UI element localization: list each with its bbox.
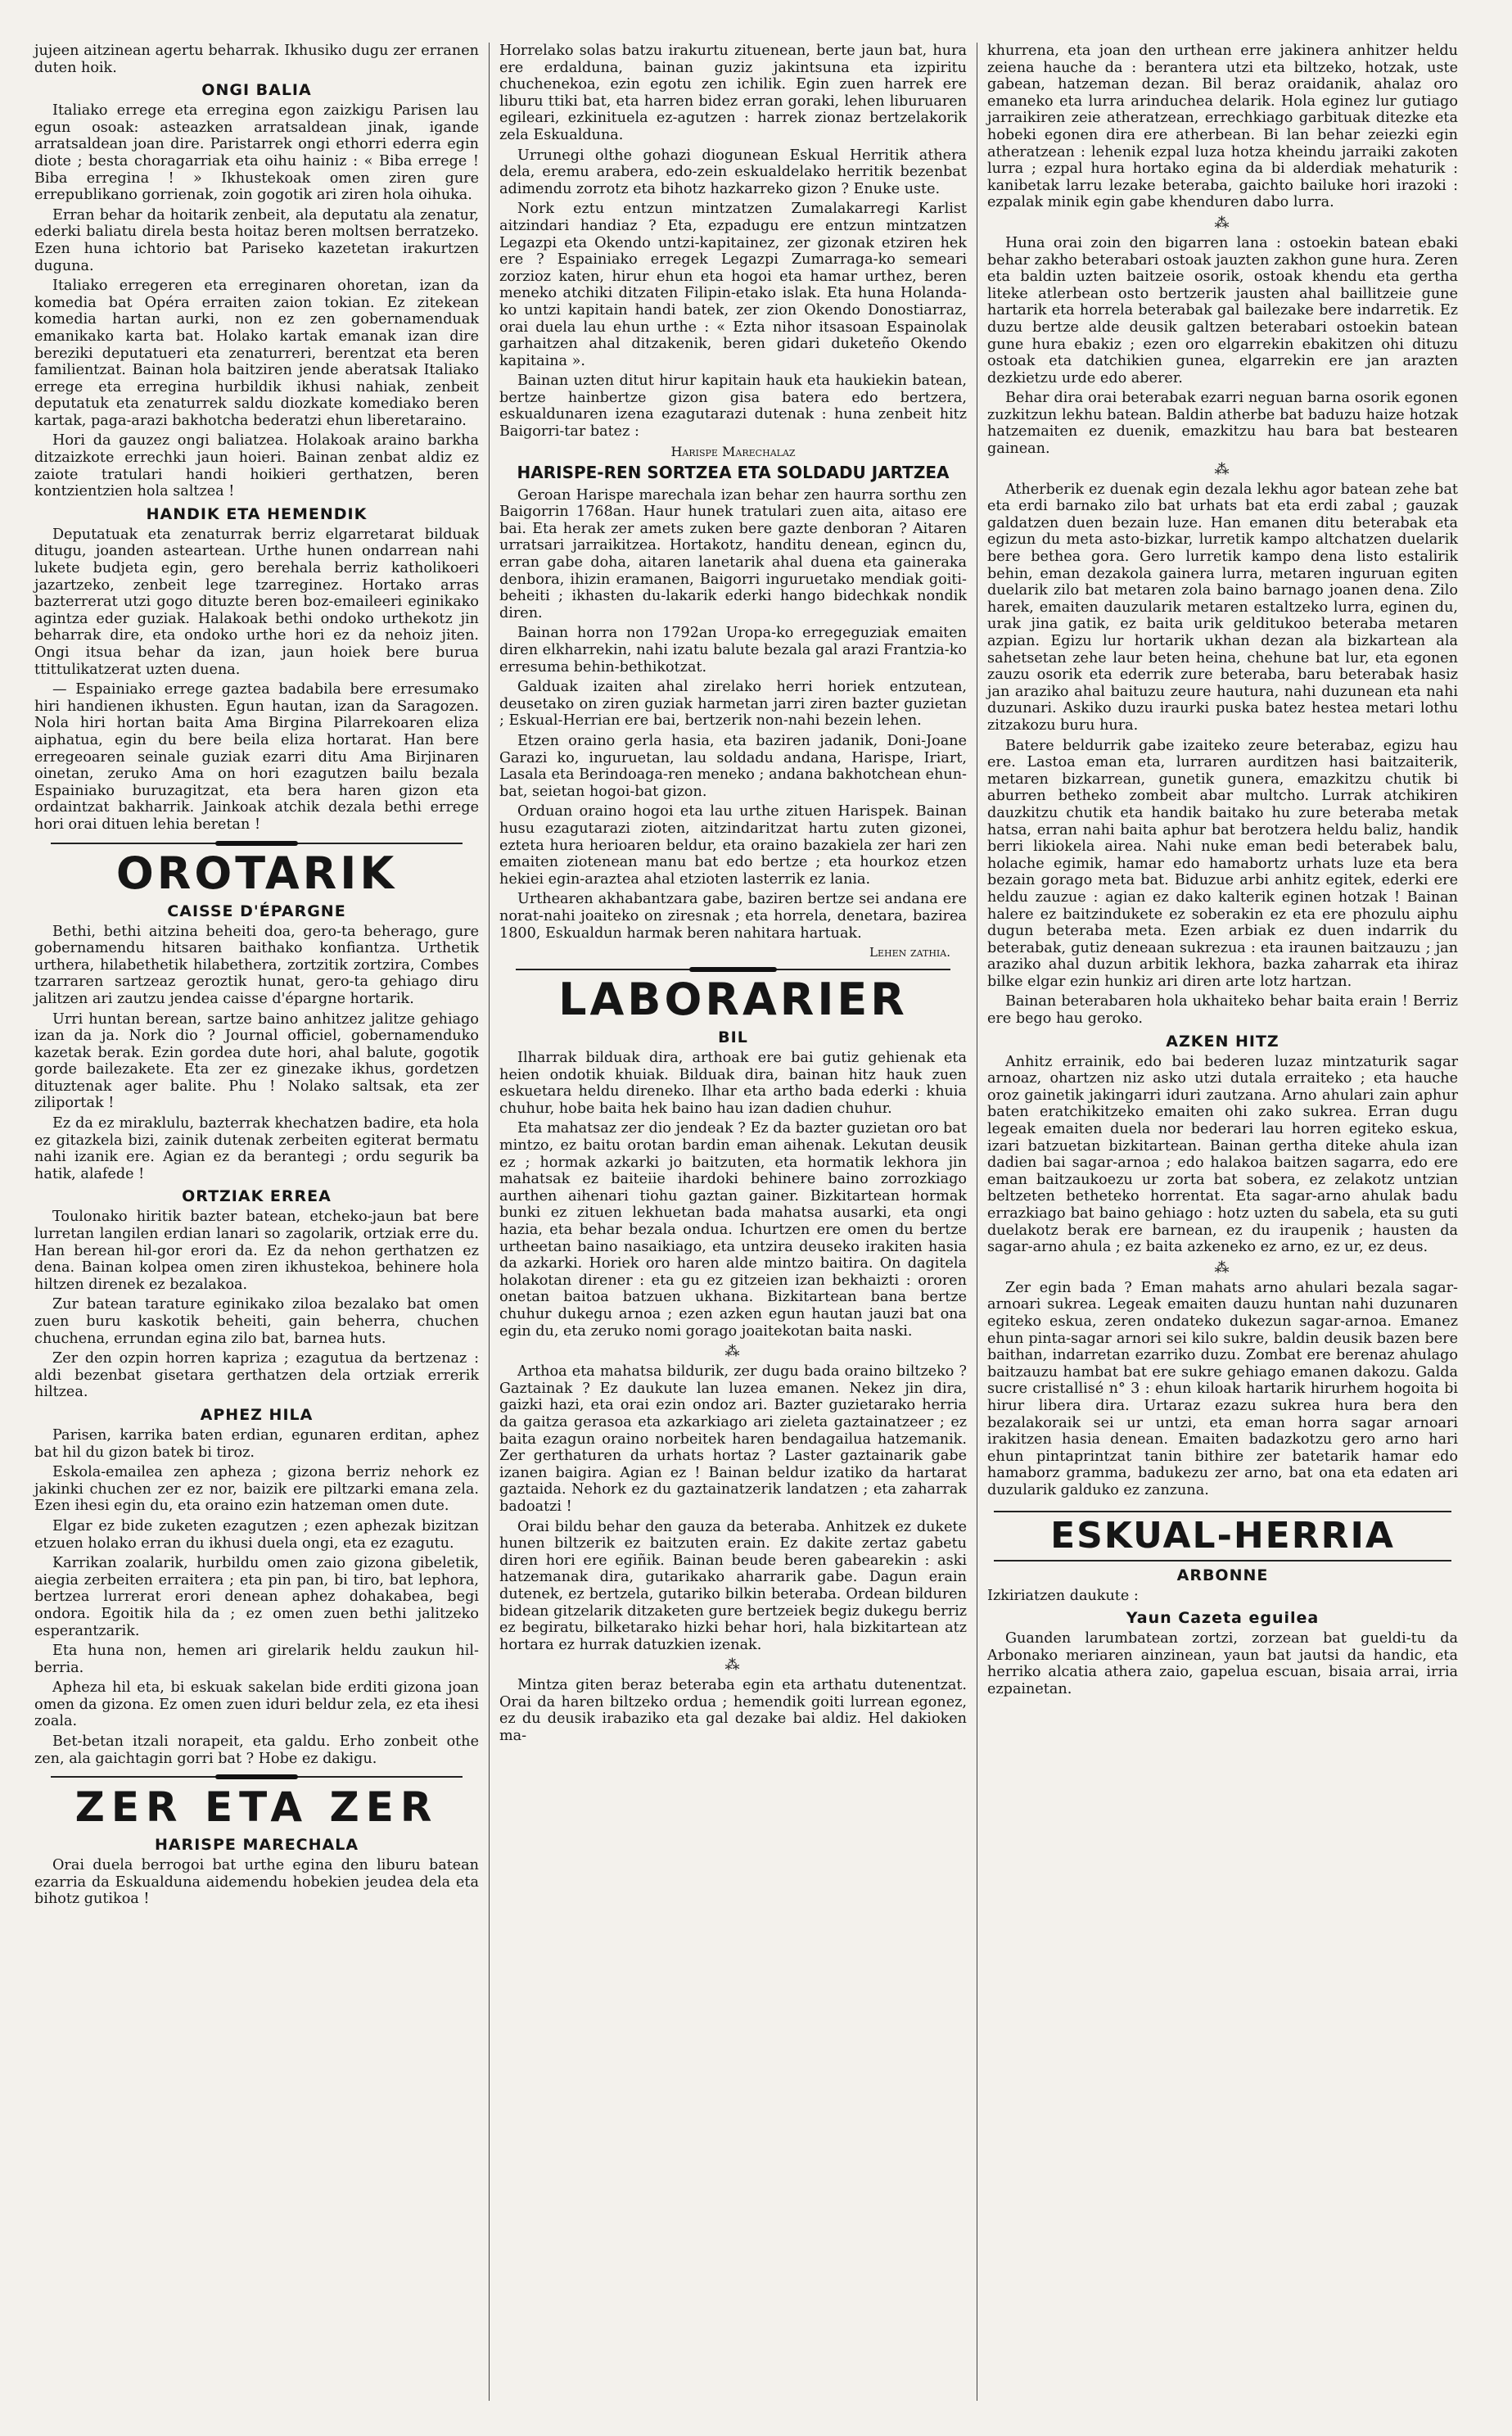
masthead-orotarik: OROTARIK (115, 847, 398, 899)
paragraph: Orai duela berrogoi bat urthe egina den liburu batean ezarria da Eskualduna aidemendu hobekien jeudea dela eta bihotz gutikoa ! (34, 1857, 479, 1908)
paragraph: Zer den ozpin horren kapriza ; ezagutua da bertzenaz : aldi bezenbat gisetara gerthatzen dela ortziak errerik hiltzea. (34, 1350, 479, 1401)
asterism: ⁂ (1214, 214, 1231, 232)
paragraph: Galduak izaiten ahal zirelako herri horiek entzutean, deusetako on ziren guziak harmetan jarri ziren bazter guzietan ; Eskual-Herrian ere bai, bertzerik non-nahi bezein lehen. (499, 679, 967, 730)
masthead-eskual-herria: ESKUAL-HERRIA (994, 1511, 1451, 1561)
paragraph: Bethi, bethi aitzina beheiti doa, gero-ta beherago, gure gobernamendu hitsaren baithako konfiantza. Urthetik urthera, hilabethetik hilabethera, zortzitik zortzira, Combes tzarraren sartzeaz geroztik hunat, gero-ta gehiago diru jalitzen ari zautzu jendea caisse d'épargne hortarik. (34, 923, 479, 1007)
paragraph: Nork eztu entzun mintzatzen Zumalakarregi Karlist aitzindari handiaz ? Eta, ezpadugu ere entzun mintzatzen Legazpi eta Okendo untzi-kapitainez, zer gizonak etziren hek ere ? Espainiako erregek Legazpi Zumarraga-ko semeari zorzioz katen, hirur ehun eta hogoi eta hamar urthez, beren meneko atchiki ditzaten Filipin-etako islak. Eta huna Holanda-ko untzi kapitain handi batek, zer zion Okendo Donostiarraz, orai duela lau ehun urthe : « Ezta nihor itsasoan Espainolak garhaitzen ahal ditzakenik, beren gidari duketeño Okendo kapitaina ». (499, 201, 967, 369)
signature: Lehen zathia. (869, 945, 950, 960)
paragraph: Italiako errege eta erregina egon zaizkigu Parisen lau egun osoak: asteazken arratsaldean jinak, igande arratsaldean joan dire. Paristarrek ongi ethorri ederra egin diote ; besta choragarriak eta oihu hainiz : « Biba errege ! Biba erregina ! » Ikhustekoak omen ziren gure errepublikano gorrienak, zoin gogotik ari ziren hola oihuka. (34, 102, 479, 204)
paragraph: Bainan uzten ditut hirur kapitain hauk eta haukiekin batean, bertze hainbertze gizon gisa batera edo bertzera, eskualdunaren izena ezagutarazi dutenak : huna zenbeit hitz Baigorri-tar batez : (499, 373, 967, 441)
paragraph: Orduan oraino hogoi eta lau urthe zituen Harispek. Bainan husu ezagutarazi zioten, aitzindaritzat hartu zuten gizonei, ezteta hura herioaren beldur, eta oraino bazakiela zer hari zen emaiten ziotenean manu bat edo bertze ; eta hourkoz etzen hekiei egin-araztea ahal etzioten lasterrik ez lania. (499, 803, 967, 888)
paragraph: Bainan horra non 1792an Uropa-ko erregeguziak emaiten diren elkharrekin, nahi izatu balute bezala gal arazi Frantzia-ko erresuma behin-bethikotzat. (499, 625, 967, 676)
section-heading-handik: HANDIK ETA HEMENDIK (146, 504, 368, 523)
paragraph: Hori da gauzez ongi baliatzea. Holakoak araino barkha ditzaizkote errechki jaun hoieri. Bainan zenbat aldiz ez zaiote tratulari handi hoikieri gerthatzen, beren kontzientzien hola saltzea ! (34, 432, 479, 500)
paragraph: Apheza hil eta, bi eskuak sakelan bide erditi gizona joan omen da gizona. Ez omen zuen iduri beldur zela, ez eta ihesi zoala. (34, 1679, 479, 1730)
masthead-zer-eta-zer: ZER ETA ZER (74, 1783, 439, 1832)
paragraph: Horrelako solas batzu irakurtu zituenean, berte jaun bat, hura ere erdalduna, bainan guziz jakintsuna eta izpiritu chuchenekoa, ezin egotu zen ichilik. Egin zuen harrek ere liburu ttiki bat, eta harren bidez erran goraki, lehen liburuaren egileari, ezkinituela ez-agutzen : harrek zionaz bertzelakorik zela Eskualduna. (499, 43, 967, 143)
paragraph: Arthoa eta mahatsa bildurik, zer dugu bada oraino biltzeko ? Gaztainak ? Ez daukute lan luzea emanen. Nekez jin dira, gaizki hazi, eta orai ezin ondoz ari. Bazter guzietarako herria da gaitza gerasoa eta azkarkiago ari zieleta gaztainatzeer ; ez baita ezagun oraino norbeitek haren bendagailua hatzemanik. Zer gerthaturen da urhats hortaz ? Laster gaztainarik gabe izanen baigira. Agian ez ! Bainan beldur izatiko da hartarat gaztaida. Nehork ez du gaztainatzerik landatzen ; eta zaharrak badoatzi ! (499, 1363, 967, 1515)
asterism: ⁂ (1214, 460, 1231, 478)
ornament-rule (51, 840, 463, 847)
masthead-laborarier: LABORARIER (558, 974, 908, 1026)
paragraph: Huna orai zoin den bigarren lana : ostoekin batean ebaki behar zakho beterabari ostoak jauzten zakhon gune hura. Zeren eta baldin uzten baitzeie osorik, ostoak khendu eta gertha liteke atlerbean osto bertzerik jausten ahal baillitzeie gune hartarik eta horrela beterabak gal bailezake bere indarretik. Ez duzu bertze alde deusik galtzen beterabari ostoekin batean gune hura ebakiz ; ezen oro elgarrekin ebakitzen ohi dituzu ostoak eta datchikien gunea, elgarrekin ere jan arazten dezkietzu urde edo aberer. (987, 234, 1458, 386)
paragraph: Zer egin bada ? Eman mahats arno ahulari bezala sagar-arnoari sukrea. Legeak emaiten dauzu huntan nahi duzunaren egiteko eskua, zeren ondateko dukezun sagar-arnoa. Emanez ehun pinta-sagar arnori sei kilo sukre, baldin deusik bazen bere baithan, indarretan ezarriko duzu. Zombat ere berenaz ahulago baitzauzu hambat bat ere sukre gehiago emanen dakozu. Galda sucre cristallisé n° 3 : ehun kiloak hartarik hirurhem hogoita bi hirur libera dira. Urtaraz ezazu sukrea hura bera den bezalakoraik sei ur untzi, eta eman horra sagar arnoari irakitzen hasia denean. Emaiten badazkotzu gero arno hari ehun pintaprintzat tanin bithire zer batetarik hamar edo hamaborz gramma, badukezu zer arno, bat ona eta edaten ari duzularik galduko ez zanzuna. (987, 1279, 1458, 1498)
paragraph: Orai bildu behar den gauza da beteraba. Anhitzek ez dukete hunen biltzerik ez baitzuten erain. Ez dakite zertaz gabetu diren hori ere egiñik. Bainan beude beren gabearekin : aski hatzemanak dira, gutarikako aharrarik gabe. Dagun erain dutenek, ez bertzela, gutariko bilkin beteraba. Ordean bilduren bidean gitzelarik ditzaketen gure bertzeiek begiz dukegu berriz ez begiratu, bilketarako hizki behar hori, hala bizkitartean atz hortara ez hurrak datuzkien izenak. (499, 1518, 967, 1653)
newspaper-page (25, 43, 1487, 2401)
paragraph: jujeen aitzinean agertu beharrak. Ikhusiko dugu zer erranen duten hoik. (34, 43, 479, 76)
section-heading-harispe-ren: HARISPE-REN SORTZEA ETA SOLDADU JARTZEA (517, 462, 950, 482)
paragraph: Erran behar da hoitarik zenbeit, ala deputatu ala zenatur, ederki baliatu direla besta hoitaz beren moltsen berratzeko. Ezen huna ichtorio bat Pariseko kazetetan irakurtzen duguna. (34, 206, 479, 274)
paragraph: Zur batean tarature eginikako ziloa bezalako bat omen zuen buru kaskotik beheiti, gain beherra, chuchen chuchena, errundan egina zilo bat, barnea huts. (34, 1296, 479, 1347)
paragraph: Anhitz errainik, edo bai bederen luzaz mintzaturik sagar arnoaz, ohartzen niz asko utzi dutala erraiteko ; eta hauche oroz gainetik jakingarri iduri zautzana. Arno ahulari zain aphur baten eratchikitzeko emaiten ohi zako sukrea. Erran dugu legeak emaiten duela nor bederari lau horren egiteko eskua, izari batzuetan bizkitartean. Bainan gertha diteke ahula izan dadien bai sagar-arnoa ; edo halakoa baitzen sagarra, edo ere eman baitzaukoezu ur zorta bat sobera, ez zelakotz untzian beltzeten betheteko horrentat. Eta sagar-arno ahulak badu errazkiago bat baino gehiago : hotz uzten du sabela, eta su guti duelakotz berak ere barnean, ez du iraupenik ; hausten da sagar-arno ahula ; ez baita azkeneko ez arno, ez ur, ez deus. (987, 1053, 1458, 1256)
paragraph: Behar dira orai beterabak ezarri neguan barna osorik egonen zuzkitzun lekhu batean. Baldin atherbe bat baduzu haize hotzak hatzemaiten ez duenik, emazkitzu hau bara bat bestearen gainean. (987, 390, 1458, 458)
byline-caption: Harispe Marechalaz (670, 443, 796, 459)
section-heading-ongi-balia: ONGI BALIA (201, 81, 312, 100)
paragraph: Italiako erregeren eta erreginaren ohoretan, izan da komedia bat Opéra erraiten zaion tokian. Ez zitekean komedia hartan aurki, non ez zen gobernamenduak emanikako karta bat. Holako kartak emanak izan dire bereziki deputatueri eta zenaturreri, berentzat eta beren familientzat. Bainan hola baitziren jende aberatsak Italiako errege eta erregina hurbildik ikhusi nahiak, zenbeit deputatuk eta zenaturrek saldu diozkate komediako beren kartak, paga-arazi bakhotcha bederatzi ehun liberetaraino. (34, 278, 479, 429)
paragraph: Urrunegi olthe gohazi diogunean Eskual Herritik athera dela, eremu arabera, edo-zein eskualdelako herritik bezenbat adimendu zorrotz eta bihotz hazkarreko gizon ? Enuke uste. (499, 147, 967, 197)
paragraph: Atherberik ez duenak egin dezala lekhu agor batean zehe bat eta erdi barnako zilo bat urhats bat eta erdi zabal ; gauzak galdatzen duen bezain luze. Han emanen ditu beterabak eta egizun du meta asto-bizkar, lurretik kampo altchatzen duelarik bere bethea gora. Gero lurretik kampo dena listo estalirik behin, eman dezakola gainera lurra, metaren inguruan egiten duelarik zilo bat metaren zola baino barnago joanen dena. Zilo harek, emaiten dauzularik metaren estaltzeko lurra, eginen du, urak jina gatik, ez baita urik gelditukoo beteraba metaren azpian. Egizu lur hortarik ukhan dezan ala bizkartean ala sahetsetan zehe laur beten heina, chehune bat lur, eta egonen zauzu osorik eta ederrik zure beteraba, baru beterabak hasiz jan araziko ahal baituzu zeure hautura, nahi duzunean eta nahi duzunari. Askiko duzu iraurki puska batez hestea metari lothu zitzakozu buru hura. (987, 481, 1458, 734)
paragraph: Urthearen akhabantzara gabe, baziren bertze sei andana ere norat-nahi joaiteko on ziresnak ; eta horrela, denetara, bazirea 1800, Eskualdun harmak beren nahitara hartuak. (499, 891, 967, 942)
paragraph: Eta huna non, hemen ari girelarik heldu zaukun hil-berria. (34, 1643, 479, 1676)
paragraph: Karrikan zoalarik, hurbildu omen zaio gizona gibeletik, aiegia zerbeiten erraitera ; eta pin pan, bi tiro, bat lephora, bertzea lurrerat erori denean aphez dohakabea, begi ondora. Egoitik hila da ; ez omen zuen bethi jalitzeko esperantzarik. (34, 1555, 479, 1639)
paragraph: Batere beldurrik gabe izaiteko zeure beterabaz, egizu hau ere. Lastoa eman eta, lurraren aurditzen hasi baitzaiterik, metaren bizkarrean, gunetik gunera, emazkitzu chutik bi aburren betheko zombeit abar multcho. Lurrak atchikiren dauzkitzu chutik eta handik baitako hu zure beteraba metak hatsa, erran nahi baita aphur bat berotzera heldu baliz, handik berri likiokela airea. Nahi nuke eman bedi beterabek balu, holache egimik, hamar edo hamabortz urhats luze eta bera bezain gorago meta bat. Biduzue arbi anhitz egitek, ederki ere heldu zauzue : agian ez dako kalterik eginen hotzak ! Bainan halere ez baitzindukete ez soberakin ez eta ere phozulu aiphu dugun beteraba meta. Ezen arbiak ez duen indarrik du beterabak, gutiz deneaan sukrezua : eta iraunen baitzauzu ; jan araziko ahal duzun arbitik lekhora, bazka zaharrak eta ihiraz bilke elgar ezin hunkiz ari diren arte lotz hartzan. (987, 737, 1458, 990)
paragraph: Deputatuak eta zenaturrak berriz elgarretarat bilduak ditugu, joanden asteartean. Urthe hunen ondarrean nahi lukete budjeta egin, gero berehala berriz katholikoeri jazartzeko, zenbeit lege tzarreginez. Hortako arras bazterrerat utzi gogo dituzte beren boz-emaileeri eginikako agintza eder guziak. Halakoak bethi ondoko urthekotz jin beharrak dire, eta ondoko urthe hori ez da nehoiz jiten. Ongi itsua behar da izan, jaun hoiek bere burua ttittulikatzerat uzten duena. (34, 526, 479, 678)
column-3 (977, 43, 1468, 2401)
salutation: Yaun Cazeta eguilea (1126, 1609, 1320, 1628)
paragraph: Bet-betan itzali norapeit, eta galdu. Erho zonbeit othe zen, ala gaichtagin gorri bat ? Hobe ez dakigu. (34, 1733, 479, 1767)
paragraph: Eskola-emailea zen apheza ; gizona berriz nehork ez jakinki chuchen zer ez nor, baizik ere piltzarki emana zela. Ezen ihesi egin du, eta oraino ezin hatzeman omen dute. (34, 1464, 479, 1515)
paragraph: Ilharrak bilduak dira, arthoak ere bai gutiz gehienak eta heien ondotik khuiak. Bilduak dira, bainan hitz hauk zuen eskuetara heldu direneko. Ilhar eta artho bada ederki : khuia chuhur, hobe baita hek baino hau izan dadien chuhur. (499, 1050, 967, 1117)
paragraph: Eta mahatsaz zer dio jendeak ? Ez da bazter guzietan oro bat mintzo, ez baitu orotan bardin eman aihenak. Lekutan deusik ez ; hormak azkarki jo baitzuten, eta hormatik lekhora jin mahatsak ez baiteiie ihardoki behinere baino zorrozkiago aurthen aihenari tiohu gaztan gainer. Bizkitartean hormak bunki ez zituen lekhuetan bada mahatsa ausarki, eta ongi hazia, eta behar bezala ondua. Ichurtzen ere omen du bertze urtheetan baino nasaikiago, eta untzira deuseko irakiten hasia da azkarki. Horiek oro haren alde mintzo baitira. On dagitela holakotan direner : eta gu ez gitzeien izan bekhaizti : ororen onetan baitoa batzuen ukhana. Bizkitartean bana bertze chuhur dukegu arnoa ; ezen azken egun hautan jauzi bat ona egin du, eta zeruko nomi gorago joaitekotan baita naski. (499, 1120, 967, 1340)
section-heading-aphez: APHEZ HILA (200, 1405, 314, 1424)
section-heading-azken-hitz: AZKEN HITZ (1166, 1032, 1280, 1051)
ornament-rule (516, 966, 950, 973)
paragraph: Bainan beterabaren hola ukhaiteko behar baita erain ! Berriz ere bego hau geroko. (987, 993, 1458, 1028)
paragraph: Elgar ez bide zuketen ezagutzen ; ezen aphezak bizitzan etzuen holako erran du ikhusi duela ongi, eta ez ezagutu. (34, 1517, 479, 1552)
paragraph: Etzen oraino gerla hasia, eta baziren jadanik, Doni-Joane Garazi ko, inguruetan, lau soldadu andana, Harispe, Iriart, Lasala eta Berindoaga-ren meneko ; andana bakhotchean ehun-bat, seietan hogoi-bat gizon. (499, 732, 967, 800)
asterism: ⁂ (724, 1656, 742, 1674)
section-heading-harispe: HARISPE MARECHALA (154, 1836, 359, 1855)
paragraph: Geroan Harispe marechala izan behar zen haurra sorthu zen Baigorrin 1768an. Haur hunek tratulari zuen aita, aitaso ere bai. Eta herak zer amets zuken bere gazte denboran ? Aitaren urratsari jarraikitzea. Hortakotz, handitu denean, egincn du, erran gabe doha, aitaren lanetarik ahal duena eta gaineraka denbora, ihizin eramanen, Baigorri inguruetako mendiak goiti-beheiti ; ikhasten du-lakarik ederki hango bidechkak nondik diren. (499, 486, 967, 621)
paragraph: Toulonako hiritik bazter batean, etcheko-jaun bat bere lurretan langilen erdian lanari so zagolarik, ortziak erre du. Han berean hil-gor erori da. Ez da nehon gerthatzen ez dena. Bainan kolpea omen ziren ikhustekoa, behinere hola hiltzen direnek ez bezalakoa. (34, 1209, 479, 1293)
column-1 (25, 43, 490, 2401)
paragraph: Parisen, karrika baten erdian, egunaren erditan, aphez bat hil du gizon batek bi tiroz. (34, 1426, 479, 1461)
asterism: ⁂ (724, 1343, 742, 1361)
section-heading-arbonne: ARBONNE (1176, 1566, 1269, 1584)
section-heading-bil: BIL (718, 1028, 748, 1047)
section-heading-caisse: CAISSE D'ÉPARGNE (167, 902, 346, 920)
paragraph: Guanden larumbatean zortzi, zorzean bat gueldi-tu da Arbonako meriaren ainzinean, yaun bat jautsi da handic, eta herriko alcatia athera zaio, gapelua escuan, bisaia arrai, irria ezpainetan. (987, 1630, 1458, 1697)
paragraph: Izkiriatzen daukute : (987, 1587, 1139, 1604)
paragraph: — Espainiako errege gaztea badabila bere erresumako hiri handienen ikhusten. Egun hautan, izan da Saragozen. Nola hiri hortan baita Ama Birgina Pilarrekoaren eliza aiphatua, egin du bere beila eliza hortarat. Han bere erregeoaren seinale guziak ezarri ditu Ama Birjinaren oinetan, zeruko Ama on hori ezagutzen bailu bezala Espainiako buruzagitzat, eta bera haren gizon eta ordaintzat bakharrik. Jainkoak atchik dezala bethi errege hori orai dituen lehia beretan ! (34, 681, 479, 833)
column-2 (490, 43, 977, 2401)
section-heading-ortziak: ORTZIAK ERREA (182, 1187, 332, 1206)
paragraph: Ez da ez miraklulu, bazterrak khechatzen badire, eta hola ez gitazkela bizi, zainik dutenak zerbeiten egiterat bermatu nahi izanik ere. Agian ez da berantegi ; ordu segurik ba hatik, alafede ! (34, 1115, 479, 1182)
paragraph: Urri huntan berean, sartze baino anhitzez jalitze gehiago izan da ja. Nork dio ? Journal officiel, gobernamenduko kazetak berak. Ezin gordea dute hori, ahal balute, gogotik gorde bailezakete. Eta zer ez ginezake ikhus, gordetzen dituztenak ager balite. Phu ! Nolako saltsak, eta zer ziliportak ! (34, 1010, 479, 1112)
asterism: ⁂ (1214, 1259, 1231, 1277)
ornament-rule (51, 1774, 463, 1780)
paragraph: khurrena, eta joan den urthean erre jakinera anhitzer heldu zeiena hauche da : berantera utzi eta biltzeko, hotzak, uste gabean, hatzeman dezan. Bil beraz oraidanik, ahalaz oro emaneko eta lurra arinduchea delarik. Hola eginez lur gutiago jarraikiren zeie atheratzean, errechkiago garbituak ditezke eta hobeki egonen dira ere atherbean. Bi lan behar zeiezki egin atheratzean : lehenik ezpal luza hotza kheindu jarraiki zakoten lurra ; ezpal hura hortako egina da bi alderdiak mehaturik : kanibetak larru lezake beteraba, gaichto bailuke hori irazoki : ezpalak minik egin gabe khenduren dabo lurra. (987, 43, 1458, 211)
paragraph: Mintza giten beraz beteraba egin eta arthatu dutenentzat. Orai da haren biltzeko ordua ; hemendik goiti lurrean egonez, ez du deusik irabaziko eta gal dezake bai aldiz. Hel dakioken ma- (499, 1677, 967, 1745)
